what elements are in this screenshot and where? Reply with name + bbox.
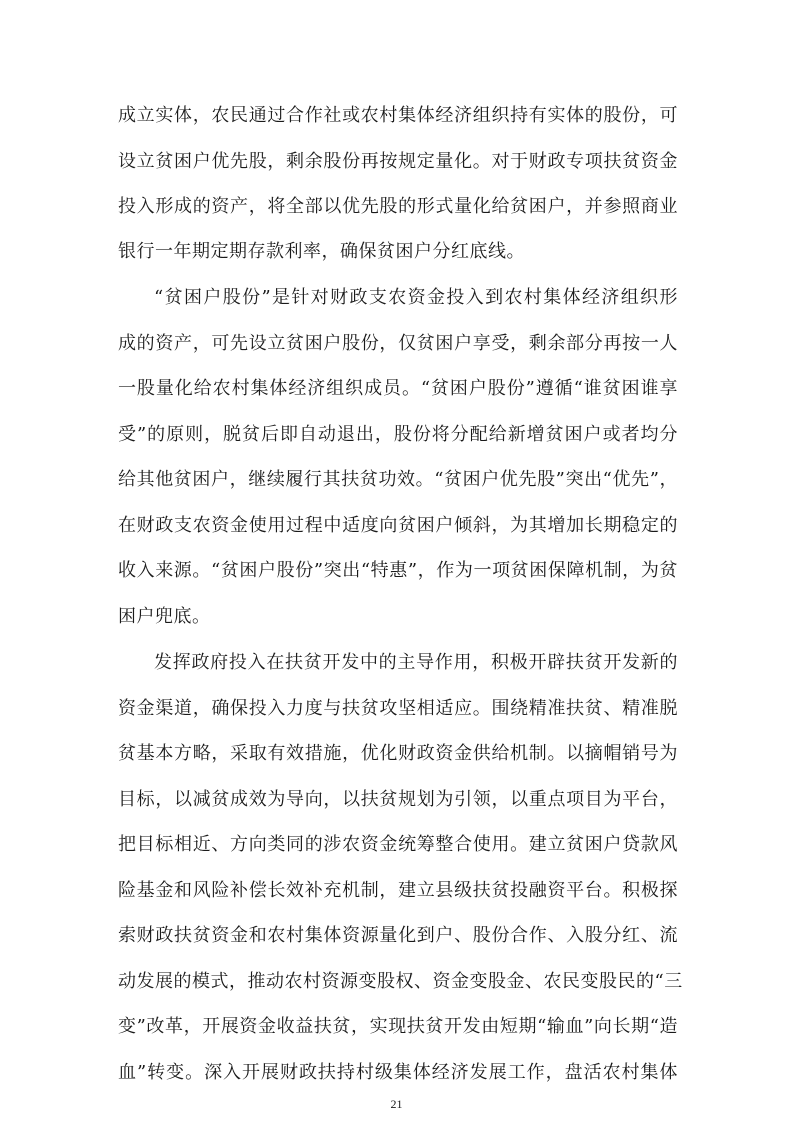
text-line: 在财政支农资金使用过程中适度向贫困户倾斜，为其增加长期稳定的 <box>118 515 678 536</box>
text-line: 银行一年期定期存款利率，确保贫困户分红底线。 <box>118 241 525 262</box>
text-line: 一股量化给农村集体经济组织成员。“贫困户股份”遵循“谁贫困谁享 <box>118 378 678 399</box>
text-line: 险基金和风险补偿长效补充机制，建立县级扶贫投融资平台。积极探 <box>118 880 678 901</box>
text-line: 成的资产，可先设立贫困户股份，仅贫困户享受，剩余部分再按一人 <box>118 333 678 354</box>
text-line: 困户兜底。 <box>118 606 211 627</box>
text-line: 变”改革，开展资金收益扶贫，实现扶贫开发由短期“输血”向长期“造 <box>118 1016 678 1037</box>
text-line: 索财政扶贫资金和农村集体资源量化到户、股份合作、入股分红、流 <box>118 925 678 946</box>
text-line: 给其他贫困户，继续履行其扶贫功效。“贫困户优先股”突出“优先”， <box>118 469 678 490</box>
text-line: 发挥政府投入在扶贫开发中的主导作用，积极开辟扶贫开发新的 <box>154 652 678 673</box>
text-line: “贫困户股份”是针对财政支农资金投入到农村集体经济组织形 <box>154 287 678 308</box>
text-line: 收入来源。“贫困户股份”突出“特惠”，作为一项贫困保障机制，为贫 <box>118 560 678 581</box>
text-line: 成立实体，农民通过合作社或农村集体经济组织持有实体的股份，可 <box>118 105 678 126</box>
text-line: 受”的原则，脱贫后即自动退出，股份将分配给新增贫困户或者均分 <box>118 424 678 445</box>
text-line: 动发展的模式，推动农村资源变股权、资金变股金、农民变股民的“三 <box>118 971 683 992</box>
text-line: 资金渠道，确保投入力度与扶贫攻坚相适应。围绕精准扶贫、精准脱 <box>118 698 678 719</box>
text-line: 把目标相近、方向类同的涉农资金统筹整合使用。建立贫困户贷款风 <box>118 834 678 855</box>
text-line: 目标，以减贫成效为导向，以扶贫规划为引领，以重点项目为平台， <box>118 789 678 810</box>
text-line: 设立贫困户优先股，剩余股份再按规定量化。对于财政专项扶贫资金 <box>118 151 678 172</box>
text-line: 血”转变。深入开展财政扶持村级集体经济发展工作，盘活农村集体 <box>118 1062 678 1083</box>
text-line: 贫基本方略，采取有效措施，优化财政资金供给机制。以摘帽销号为 <box>118 743 678 764</box>
text-line: 投入形成的资产，将全部以优先股的形式量化给贫困户，并参照商业 <box>118 196 678 217</box>
page-number: 21 <box>390 1097 403 1111</box>
